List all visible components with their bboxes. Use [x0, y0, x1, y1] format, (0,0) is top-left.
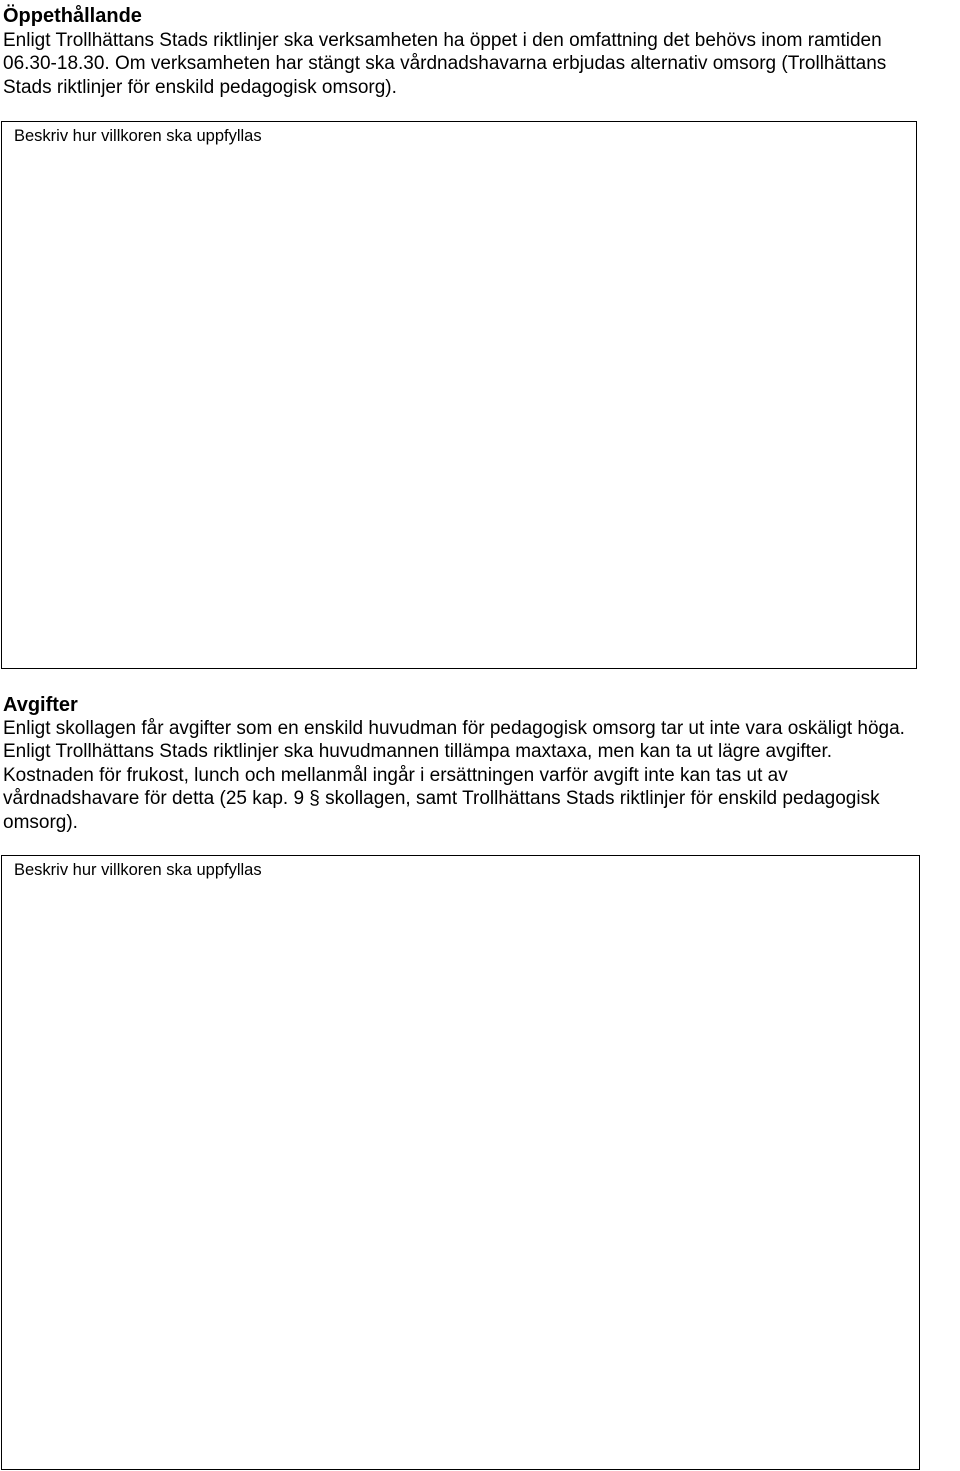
response-field-label: Beskriv hur villkoren ska uppfyllas	[14, 127, 262, 145]
paragraph-line: omsorg).	[3, 811, 78, 833]
response-field-oppethallande[interactable]	[1, 121, 917, 669]
paragraph-line: Enligt skollagen får avgifter som en enskild huvudman för pedagogisk omsorg tar ut inte vara oskäligt höga.	[3, 718, 905, 739]
section-text-oppethallande	[3, 29, 953, 99]
paragraph-line: Stads riktlinjer för enskild pedagogisk omsorg).	[3, 76, 397, 98]
response-field-label: Beskriv hur villkoren ska uppfyllas	[14, 861, 262, 879]
paragraph-line: 06.30-18.30. Om verksamheten har stängt ska vårdnadshavarna erbjudas alternativ omsorg (Trollhättans	[3, 53, 887, 75]
paragraph-line: vårdnadshavare för detta (25 kap. 9 § skollagen, samt Trollhättans Stads riktlinjer för enskild pedagogisk	[3, 788, 880, 810]
paragraph-line: Enligt Trollhättans Stads riktlinjer ska verksamheten ha öppet i den omfattning det behövs inom ramtiden	[3, 30, 882, 51]
paragraph-line: Enligt Trollhättans Stads riktlinjer ska huvudmannen tillämpa maxtaxa, men kan ta ut lägre avgifter.	[3, 741, 833, 763]
section-heading-avgifter: Avgifter	[3, 694, 78, 716]
response-field-avgifter[interactable]	[1, 855, 920, 1470]
paragraph-line: Kostnaden för frukost, lunch och mellanmål ingår i ersättningen varför avgift inte kan tas ut av	[3, 764, 788, 786]
section-heading-oppethallande: Öppethållande	[3, 5, 142, 27]
section-text-avgifter	[3, 717, 953, 834]
